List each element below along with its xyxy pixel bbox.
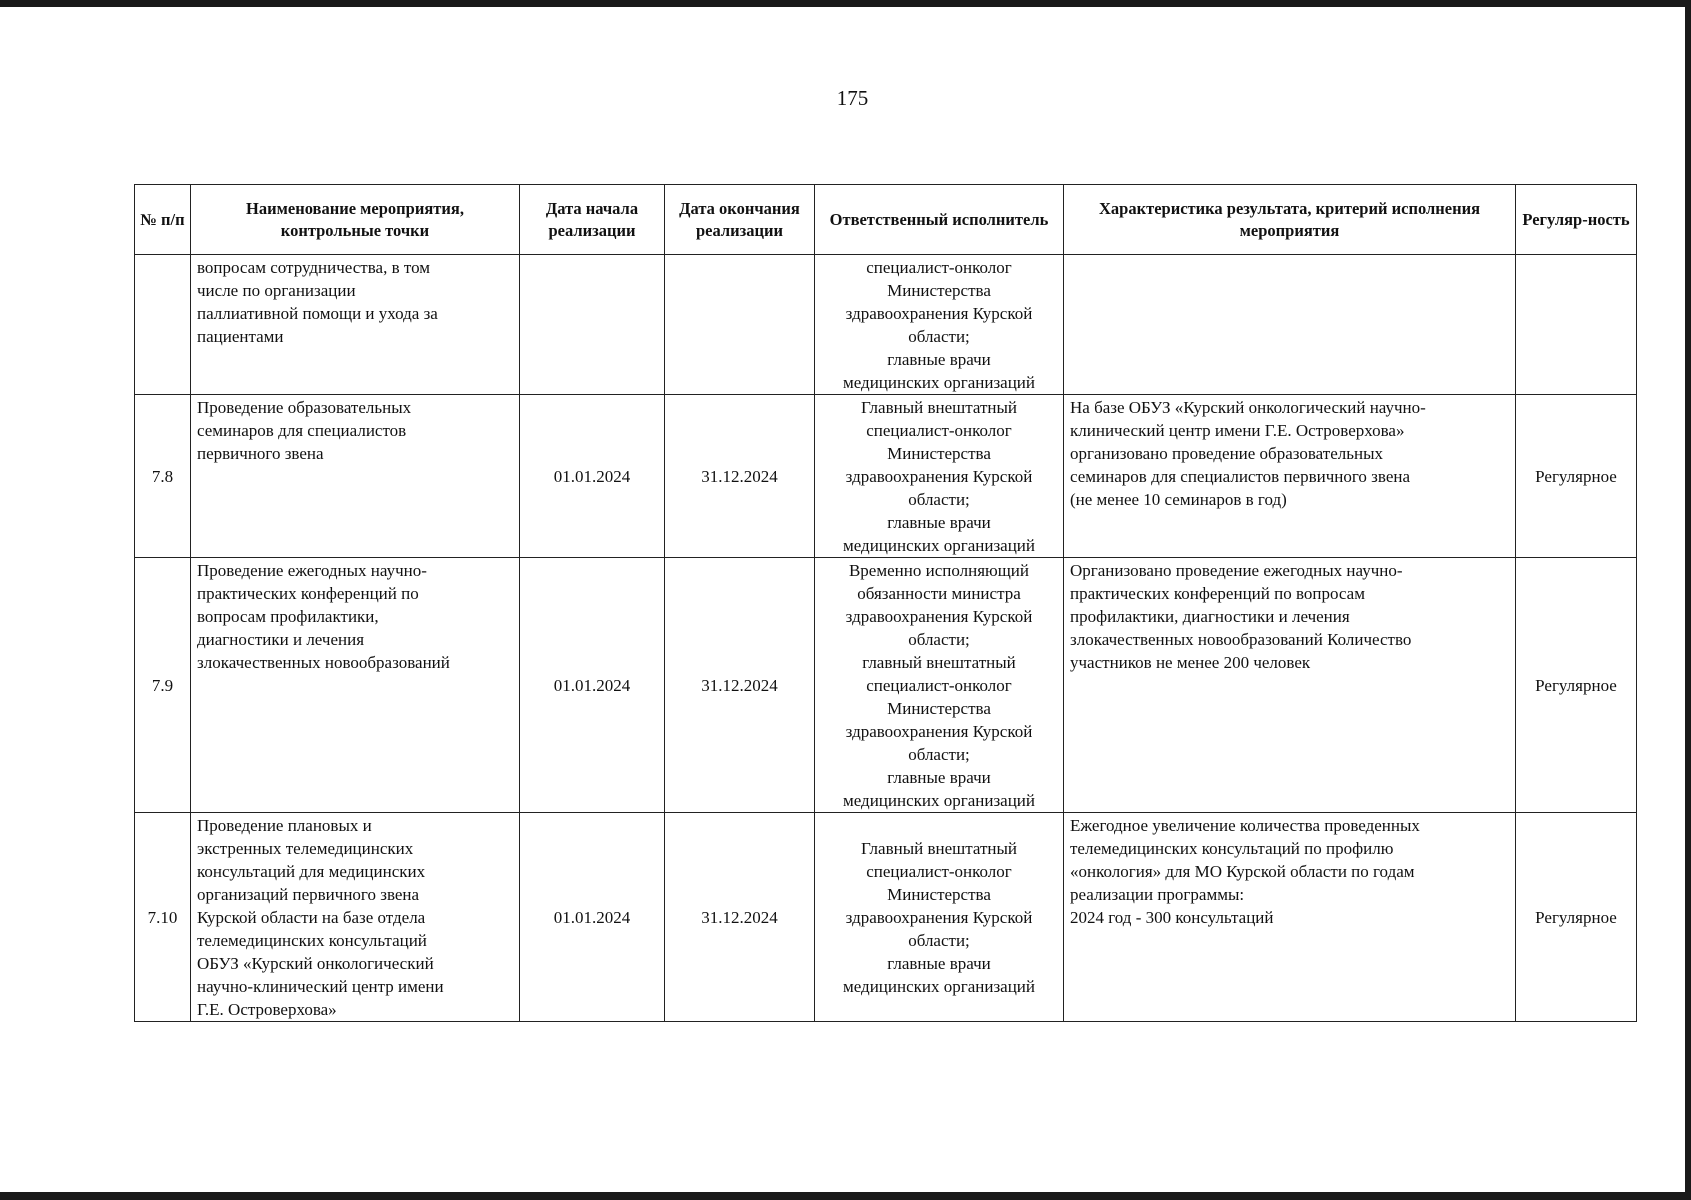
row-result: Организовано проведение ежегодных научно- практических конференций по вопросам профилактики, диагностики и лечения злокачественных новообразований Количество участников не менее 200 человек bbox=[1064, 558, 1516, 813]
row-end-date: 31.12.2024 bbox=[665, 395, 815, 558]
row-result bbox=[1064, 255, 1516, 395]
scan-edge-right bbox=[1685, 0, 1691, 1200]
row-name: вопросам сотрудничества, в том числе по организации паллиативной помощи и ухода за пациентами bbox=[191, 255, 520, 395]
row-end-date: 31.12.2024 bbox=[665, 558, 815, 813]
table-row bbox=[135, 395, 1637, 558]
table-header-row bbox=[135, 185, 1637, 255]
row-regularity: Регулярное bbox=[1516, 558, 1637, 813]
table-row bbox=[135, 558, 1637, 813]
row-responsible: Главный внештатный специалист-онколог Министерства здравоохранения Курской области; главные врачи медицинских организаций bbox=[815, 813, 1064, 1022]
row-start-date: 01.01.2024 bbox=[520, 558, 665, 813]
page-number: 175 bbox=[836, 86, 869, 110]
table-row bbox=[135, 813, 1637, 1022]
header-end-date: Дата окончания реализации bbox=[665, 185, 815, 255]
row-regularity bbox=[1516, 255, 1637, 395]
header-regularity: Регуляр-ность bbox=[1516, 185, 1637, 255]
row-start-date: 01.01.2024 bbox=[520, 395, 665, 558]
row-result: На базе ОБУЗ «Курский онкологический научно- клинический центр имени Г.Е. Островерхова» организовано проведение образовательных семинаров для специалистов первичного звена (не менее 10 семинаров в год) bbox=[1064, 395, 1516, 558]
row-start-date bbox=[520, 255, 665, 395]
row-end-date bbox=[665, 255, 815, 395]
scan-edge-top bbox=[0, 0, 1691, 7]
header-result: Характеристика результата, критерий исполнения мероприятия bbox=[1064, 185, 1516, 255]
row-regularity: Регулярное bbox=[1516, 813, 1637, 1022]
row-result: Ежегодное увеличение количества проведенных телемедицинских консультаций по профилю «онкология» для МО Курской области по годам реализации программы: 2024 год - 300 консультаций bbox=[1064, 813, 1516, 1022]
row-num: 7.8 bbox=[135, 395, 191, 558]
row-name: Проведение ежегодных научно- практических конференций по вопросам профилактики, диагностики и лечения злокачественных новообразований bbox=[191, 558, 520, 813]
row-regularity: Регулярное bbox=[1516, 395, 1637, 558]
row-responsible: Главный внештатный специалист-онколог Министерства здравоохранения Курской области; главные врачи медицинских организаций bbox=[815, 395, 1064, 558]
row-responsible: Временно исполняющий обязанности министра здравоохранения Курской области; главный внештатный специалист-онколог Министерства здравоохранения Курской области; главные врачи медицинских организаций bbox=[815, 558, 1064, 813]
header-responsible: Ответственный исполнитель bbox=[815, 185, 1064, 255]
row-num: 7.10 bbox=[135, 813, 191, 1022]
table-row bbox=[135, 255, 1637, 395]
row-name: Проведение образовательных семинаров для специалистов первичного звена bbox=[191, 395, 520, 558]
scan-edge-bottom bbox=[0, 1192, 1691, 1200]
row-end-date: 31.12.2024 bbox=[665, 813, 815, 1022]
row-name: Проведение плановых и экстренных телемедицинских консультаций для медицинских организаций первичного звена Курской области на базе отдела телемедицинских консультаций ОБУЗ «Курский онкологический научно-клинический центр имени Г.Е. Островерхова» bbox=[191, 813, 520, 1022]
row-start-date: 01.01.2024 bbox=[520, 813, 665, 1022]
row-responsible: специалист-онколог Министерства здравоохранения Курской области; главные врачи медицинских организаций bbox=[815, 255, 1064, 395]
row-num: 7.9 bbox=[135, 558, 191, 813]
header-num: № п/п bbox=[135, 185, 191, 255]
measures-table bbox=[134, 184, 1637, 1022]
header-start-date: Дата начала реализации bbox=[520, 185, 665, 255]
header-name: Наименование мероприятия, контрольные точки bbox=[191, 185, 520, 255]
row-num bbox=[135, 255, 191, 395]
